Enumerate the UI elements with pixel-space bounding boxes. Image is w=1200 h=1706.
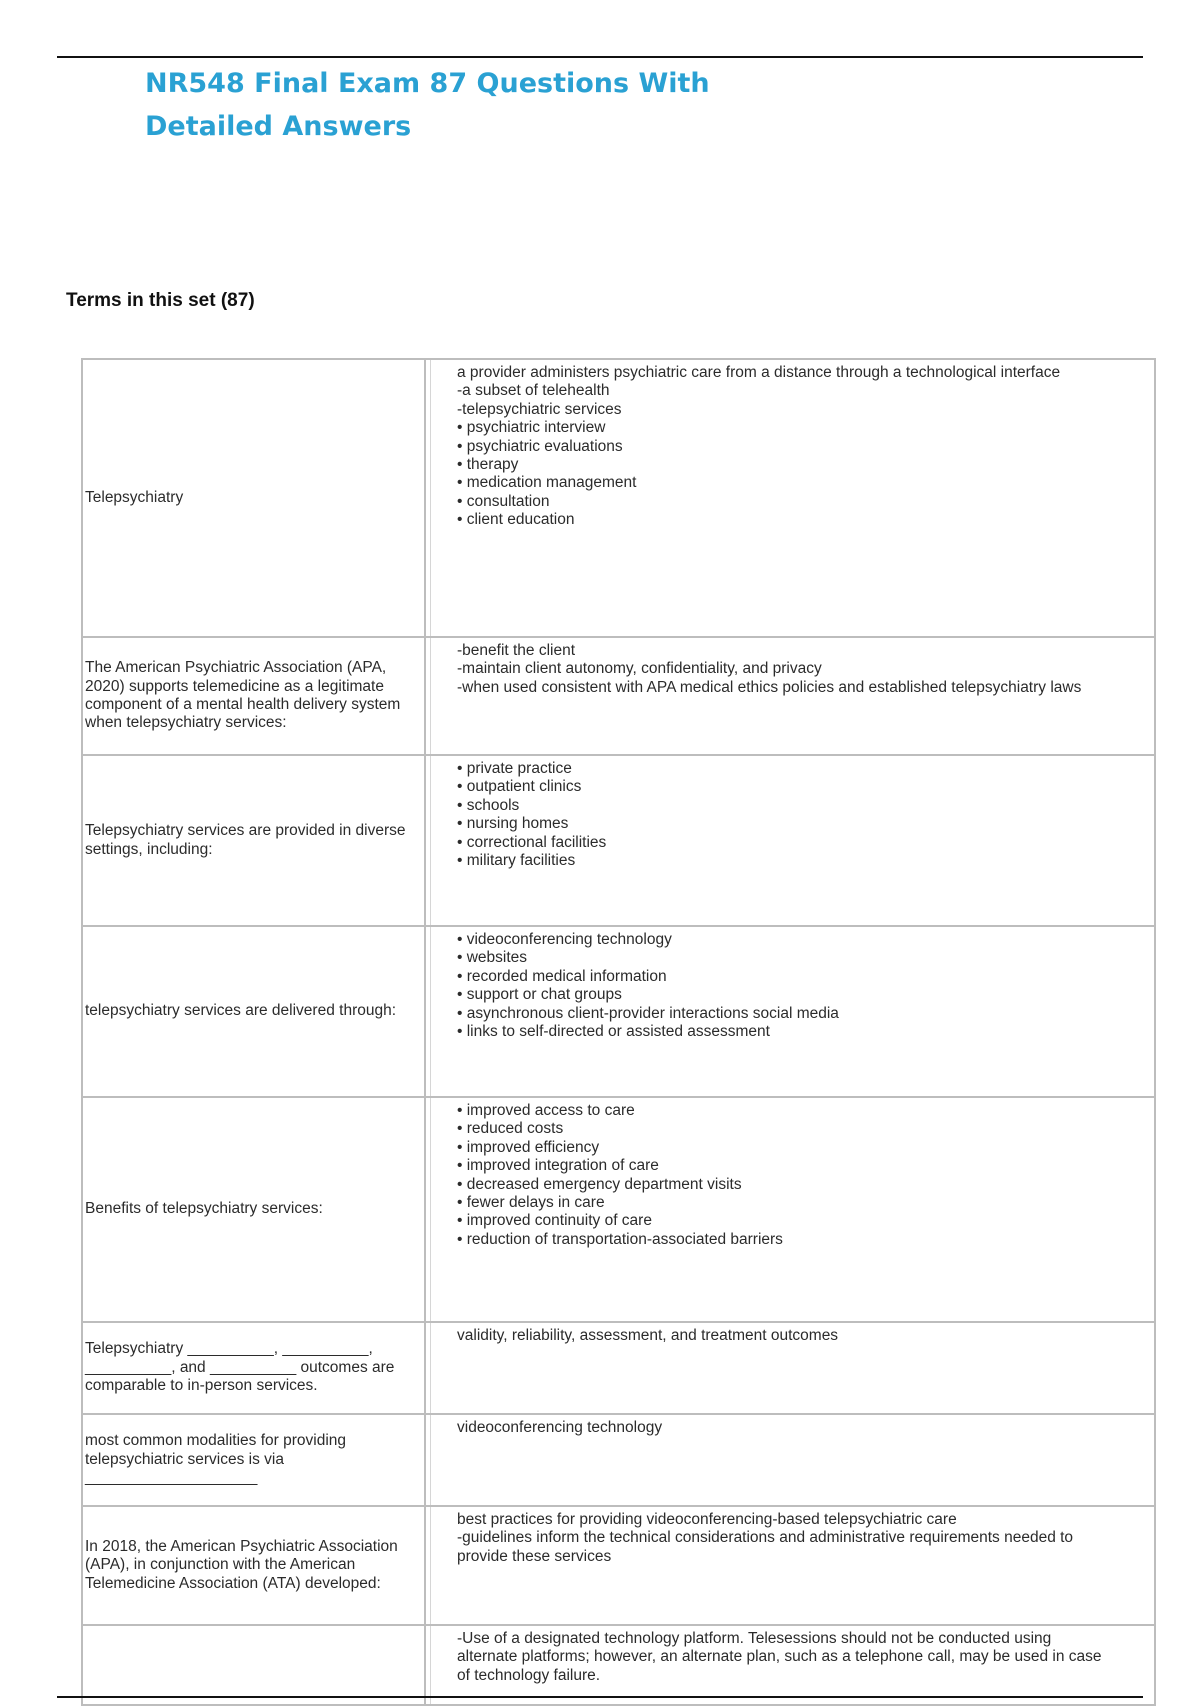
- definition-line: • asynchronous client-provider interactions social media: [457, 1004, 839, 1022]
- definition-line: a provider administers psychiatric care from a distance through a technological interface: [457, 364, 1061, 381]
- definition-line: • client education: [457, 511, 575, 529]
- definition-cell: [425, 1506, 1155, 1625]
- cell-divider: [430, 1626, 431, 1704]
- definition-line: • reduction of transportation-associated barriers: [457, 1230, 783, 1248]
- definition-cell: [425, 755, 1155, 926]
- document-title: NR548 Final Exam 87 Questions With Detailed Answers: [145, 68, 710, 142]
- definition-line: • consultation: [457, 492, 550, 510]
- cell-divider: [430, 1507, 431, 1624]
- term-cell: [82, 359, 425, 637]
- term-row: [82, 637, 1155, 755]
- term-cell: [82, 926, 425, 1097]
- term-text: most common modalities for providing telepsychiatric services is via ____________________: [85, 1432, 347, 1487]
- definition-line: -when used consistent with APA medical ethics policies and established telepsychiatry laws: [457, 678, 1082, 696]
- term-text: The American Psychiatric Association (APA, 2020) supports telemedicine as a legitimate component of a mental health delivery system when telepsychiatry services:: [85, 659, 401, 732]
- term-text: Telepsychiatry: [85, 488, 184, 506]
- definition-line: • psychiatric interview: [457, 419, 606, 437]
- term-text: Benefits of telepsychiatry services:: [85, 1200, 323, 1218]
- term-text: In 2018, the American Psychiatric Association (APA), in conjunction with the American Telemedicine Association (ATA) developed:: [85, 1537, 398, 1592]
- term-cell: [82, 1097, 425, 1322]
- definition-cell: [425, 1625, 1155, 1705]
- cell-divider: [430, 360, 431, 636]
- definition-cell: [425, 926, 1155, 1097]
- term-cell: [82, 1625, 425, 1705]
- term-row: [82, 926, 1155, 1097]
- terms-table: [81, 358, 1156, 1706]
- bottom-rule: [57, 1696, 1143, 1698]
- definition-line: videoconferencing technology: [457, 1419, 663, 1436]
- term-text: Telepsychiatry __________, __________, __________, and __________ outcomes are comparable to in-person services.: [85, 1340, 395, 1395]
- cell-divider: [430, 1098, 431, 1321]
- definition-cell: [425, 637, 1155, 755]
- cell-divider: [430, 1415, 431, 1505]
- definition-line: • improved integration of care: [457, 1157, 659, 1175]
- term-cell: [82, 1506, 425, 1625]
- term-row: [82, 1322, 1155, 1414]
- definition-line: • fewer delays in care: [457, 1194, 605, 1212]
- definition-line: • improved efficiency: [457, 1138, 600, 1156]
- definition-line: • support or chat groups: [457, 986, 622, 1004]
- definition-line: • improved continuity of care: [457, 1212, 652, 1230]
- definition-line: • correctional facilities: [457, 833, 607, 851]
- definition-line: • medication management: [457, 474, 637, 492]
- definition-line: -guidelines inform the technical considerations and administrative requirements needed to provide these services: [457, 1529, 1074, 1565]
- definition-line: • private practice: [457, 760, 572, 777]
- term-row: [82, 755, 1155, 926]
- top-rule: [57, 56, 1143, 58]
- term-cell: [82, 755, 425, 926]
- definition-line: -a subset of telehealth: [457, 382, 610, 400]
- term-text: Telepsychiatry services are provided in diverse settings, including:: [85, 822, 406, 858]
- cell-divider: [430, 1323, 431, 1413]
- term-row: [82, 1097, 1155, 1322]
- definition-line: • nursing homes: [457, 815, 569, 833]
- term-cell: [82, 1322, 425, 1414]
- definition-line: -benefit the client: [457, 642, 576, 659]
- definition-cell: [425, 1322, 1155, 1414]
- term-text: telepsychiatry services are delivered through:: [85, 1002, 397, 1020]
- definition-line: best practices for providing videoconferencing-based telepsychiatric care: [457, 1511, 957, 1528]
- definition-line: • links to self-directed or assisted assessment: [457, 1023, 770, 1041]
- cell-divider: [430, 638, 431, 754]
- definition-line: -maintain client autonomy, confidentiality, and privacy: [457, 660, 822, 678]
- definition-line: • schools: [457, 796, 520, 814]
- definition-line: • decreased emergency department visits: [457, 1175, 742, 1193]
- definition-line: -telepsychiatric services: [457, 400, 622, 418]
- definition-line: • improved access to care: [457, 1102, 635, 1119]
- term-row: [82, 359, 1155, 637]
- terms-heading: Terms in this set (87): [66, 290, 255, 311]
- definition-line: • outpatient clinics: [457, 778, 582, 796]
- definition-line: • psychiatric evaluations: [457, 437, 623, 455]
- term-cell: [82, 637, 425, 755]
- definition-line: -Use of a designated technology platform. Telesessions should not be conducted using alternate platforms; however, an alternate plan, such as a telephone call, may be used in case of technology failure.: [457, 1630, 1102, 1684]
- definition-line: validity, reliability, assessment, and treatment outcomes: [457, 1327, 839, 1344]
- definition-line: • reduced costs: [457, 1120, 564, 1138]
- definition-line: • videoconferencing technology: [457, 931, 672, 948]
- cell-divider: [430, 756, 431, 925]
- term-cell: [82, 1414, 425, 1506]
- cell-divider: [430, 927, 431, 1096]
- definition-cell: [425, 1097, 1155, 1322]
- definition-line: • recorded medical information: [457, 967, 667, 985]
- definition-cell: [425, 359, 1155, 637]
- definition-line: • therapy: [457, 456, 519, 474]
- term-row: [82, 1625, 1155, 1705]
- term-row: [82, 1506, 1155, 1625]
- definition-line: • websites: [457, 949, 528, 967]
- term-row: [82, 1414, 1155, 1506]
- definition-cell: [425, 1414, 1155, 1506]
- definition-line: • military facilities: [457, 852, 576, 870]
